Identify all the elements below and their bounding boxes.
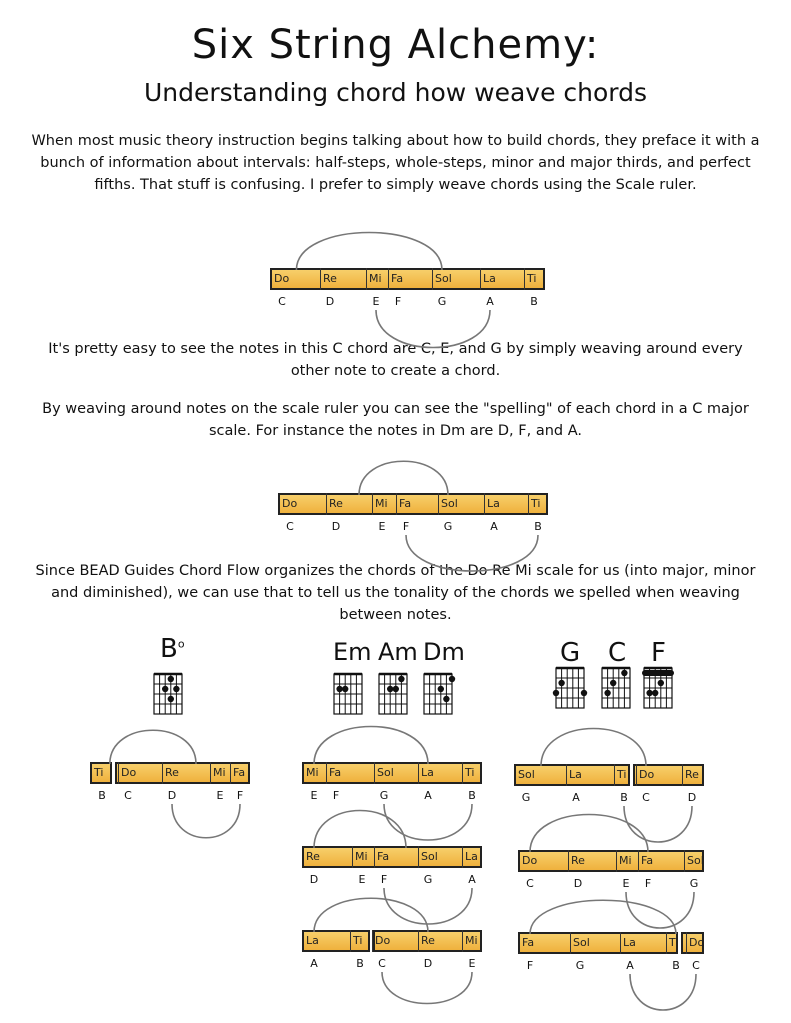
ruler-cell-fa: Fa: [638, 850, 653, 872]
note-letter: C: [278, 295, 286, 308]
chord-name-dm: Dm: [423, 638, 465, 666]
finger-dot: [658, 680, 664, 686]
note-letter: E: [358, 873, 366, 886]
chord-diagram-em: [330, 668, 370, 720]
note-letter: A: [310, 957, 318, 970]
ruler-cell-do: Do: [636, 764, 654, 786]
ruler-cell-sol: Sol: [518, 768, 535, 781]
weave-arc: [530, 900, 676, 934]
finger-dot: [438, 686, 444, 692]
note-letter: B: [356, 957, 364, 970]
ruler-cell-re: Re: [162, 762, 179, 784]
weave-arc: [384, 804, 472, 840]
finger-dot: [393, 686, 399, 692]
note-letter: E: [310, 789, 318, 802]
weave-arc: [541, 729, 646, 767]
ruler-g: [514, 764, 704, 810]
chord-diagram-c: [598, 662, 638, 722]
note-letter: A: [572, 791, 580, 804]
ruler-cell-la: La: [484, 493, 500, 515]
note-letter: E: [372, 295, 380, 308]
c-chord-paragraph: It's pretty easy to see the notes in this C chord are C, E, and G by simply weaving around every other note to create a chord.: [48, 341, 743, 379]
ruler-am-dm1: [302, 846, 482, 892]
chord-name-bdim: $B^o$: [160, 634, 185, 664]
weave-arcs: [270, 268, 545, 314]
note-letter: G: [521, 791, 531, 804]
note-letter: B: [468, 789, 476, 802]
chord-name-em: Em: [333, 638, 372, 666]
weave-arcs: [302, 846, 482, 892]
weave-arc: [314, 811, 406, 849]
ruler-cell-re: Re: [320, 268, 337, 290]
ruler-cell-do: Do: [274, 272, 290, 285]
barre: [642, 670, 674, 676]
note-letter: D: [309, 873, 319, 886]
finger-dot: [443, 696, 449, 702]
weave-arc: [382, 972, 472, 1004]
note-letter: B: [672, 959, 680, 972]
chord-diagram-bdim: [150, 668, 190, 720]
ruler-cell-do: Do: [282, 497, 298, 510]
chord-name-g: G: [560, 638, 581, 668]
ruler-cell-la: La: [306, 934, 319, 947]
ruler-cell-la: La: [418, 762, 434, 784]
note-letter: F: [236, 789, 244, 802]
note-letter: D: [325, 295, 335, 308]
finger-dot: [168, 696, 174, 702]
finger-dot: [449, 676, 455, 682]
note-letter: G: [379, 789, 389, 802]
ruler-cell-mi: Mi: [462, 930, 478, 952]
note-letter: E: [468, 957, 476, 970]
ruler-cell-fa: Fa: [388, 268, 403, 290]
note-letter: A: [468, 873, 476, 886]
ruler-cell-do: Do: [686, 932, 704, 954]
note-letter: C: [286, 520, 294, 533]
note-letter: B: [98, 789, 106, 802]
weave-arc: [110, 730, 196, 764]
ruler-cell-la: La: [462, 846, 478, 868]
finger-dot: [173, 686, 179, 692]
ruler-cell-sol: Sol: [374, 762, 394, 784]
note-letter: C: [378, 957, 386, 970]
finger-dot: [652, 690, 658, 696]
ruler-cell-mi: Mi: [210, 762, 226, 784]
weave-arc: [314, 898, 428, 932]
finger-dot: [581, 690, 587, 696]
weave-arc: [384, 888, 472, 924]
chord-name-f: F: [651, 638, 666, 668]
note-letter: F: [332, 789, 340, 802]
weave-arc: [296, 233, 442, 271]
page-subtitle: Understanding chord how weave chords: [143, 78, 648, 107]
chord-name-am: Am: [378, 638, 418, 666]
ruler-cell-sol: Sol: [684, 850, 704, 872]
note-letter: B: [534, 520, 542, 533]
finger-dot: [610, 680, 616, 686]
note-letter: C: [692, 959, 700, 972]
ruler-cell-re: Re: [418, 930, 435, 952]
finger-dot: [387, 686, 393, 692]
ruler-dm: [278, 493, 548, 539]
weave-arcs: [518, 932, 704, 978]
ruler-cell-re: Re: [326, 493, 343, 515]
ruler-cell-do: Do: [118, 762, 136, 784]
ruler-cell-sol: Sol: [570, 932, 590, 954]
note-letter: D: [331, 520, 341, 533]
weave-arcs: [302, 930, 482, 976]
page-title: Six String Alchemy:: [191, 22, 600, 68]
ruler-cell-fa: Fa: [374, 846, 389, 868]
ruler-cell-do: Do: [372, 930, 390, 952]
note-letter: E: [378, 520, 386, 533]
note-letter: A: [486, 295, 494, 308]
note-letter: B: [530, 295, 538, 308]
ruler-cell-do: Do: [522, 854, 538, 867]
weave-arc: [359, 461, 448, 495]
note-letter: G: [423, 873, 433, 886]
weave-arc: [630, 974, 696, 1010]
note-letter: E: [216, 789, 224, 802]
chord-diagram-g: [552, 662, 596, 722]
weave-arc: [172, 804, 240, 838]
ruler-cell-fa: Fa: [396, 493, 411, 515]
ruler-em: [302, 762, 482, 808]
finger-dot: [553, 690, 559, 696]
note-letter: G: [575, 959, 585, 972]
note-letter: A: [424, 789, 432, 802]
ruler-cell-sol: Sol: [438, 493, 458, 515]
ruler-cell-fa: Fa: [326, 762, 341, 784]
ruler-cell-ti: Ti: [94, 766, 104, 779]
note-letter: C: [642, 791, 650, 804]
ruler-cell-ti: Ti: [350, 930, 362, 952]
ruler-cell-la: La: [480, 268, 496, 290]
ruler-cell-ti: Ti: [528, 493, 540, 515]
finger-dot: [342, 686, 348, 692]
ruler-cell-fa: Fa: [230, 762, 245, 784]
ruler-cell-fa: Fa: [522, 936, 535, 949]
weave-arcs: [518, 850, 704, 896]
ruler-cell-re: Re: [568, 850, 585, 872]
ruler-cell-mi: Mi: [372, 493, 388, 515]
finger-dot: [646, 690, 652, 696]
note-letter: F: [526, 959, 534, 972]
finger-dot: [162, 686, 168, 692]
note-letter: D: [573, 877, 583, 890]
note-letter: E: [622, 877, 630, 890]
note-letter: B: [620, 791, 628, 804]
note-letter: F: [644, 877, 652, 890]
note-letter: G: [437, 295, 447, 308]
ruler-cell-mi: Mi: [352, 846, 368, 868]
ruler-cell-ti: Ti: [462, 762, 474, 784]
ruler-dm2: [302, 930, 482, 976]
note-letter: A: [626, 959, 634, 972]
chord-diagram-am: [375, 668, 415, 720]
ruler-cell-la: La: [620, 932, 636, 954]
ruler-cell-ti: Ti: [614, 764, 626, 786]
finger-dot: [398, 676, 404, 682]
note-letter: D: [167, 789, 177, 802]
bead-paragraph: Since BEAD Guides Chord Flow organizes the chords of the Do Re Mi scale for us (into major, minor and diminished), we can use that to tell us the tonality of the chords we spelled when weaving between notes.: [35, 563, 756, 623]
ruler-cell-re: Re: [306, 850, 320, 863]
ruler-cell-mi: Mi: [366, 268, 382, 290]
weave-arc: [530, 815, 648, 853]
ruler-cell-sol: Sol: [432, 268, 452, 290]
note-letter: C: [124, 789, 132, 802]
dm-chord-paragraph: By weaving around notes on the scale ruler you can see the "spelling" of each chord in a C major scale. For instance the notes in Dm are D, F, and A.: [42, 401, 749, 439]
weave-arc: [624, 806, 692, 842]
finger-dot: [168, 676, 174, 682]
ruler-c: [270, 268, 545, 314]
weave-arcs: [302, 762, 482, 808]
ruler-cell-sol: Sol: [418, 846, 438, 868]
note-letter: F: [402, 520, 410, 533]
weave-arcs: [278, 493, 548, 539]
ruler-cell-ti: Ti: [524, 268, 536, 290]
note-letter: F: [380, 873, 388, 886]
note-letter: F: [394, 295, 402, 308]
weave-arc: [626, 892, 694, 928]
note-letter: G: [443, 520, 453, 533]
intro-paragraph: When most music theory instruction begins talking about how to build chords, they preface it with a bunch of information about intervals: half-steps, whole-steps, minor and major thirds, and perfect fifths. That stuff is confusing. I prefer to simply weave chords using the Scale ruler.: [31, 133, 760, 193]
chord-diagram-f: [640, 662, 684, 722]
finger-dot: [336, 686, 342, 692]
note-letter: D: [423, 957, 433, 970]
ruler-f: [518, 932, 704, 978]
weave-arc: [314, 727, 428, 765]
chord-name-c: C: [608, 638, 627, 668]
note-letter: D: [687, 791, 697, 804]
ruler-cell-ti: Ti: [666, 932, 678, 954]
finger-dot: [558, 680, 564, 686]
ruler-c2: [518, 850, 704, 896]
weave-arcs: [90, 762, 250, 808]
finger-dot: [604, 690, 610, 696]
ruler-cell-mi: Mi: [306, 766, 319, 779]
note-letter: A: [490, 520, 498, 533]
ruler-cell-re: Re: [682, 764, 699, 786]
ruler-cell-la: La: [566, 764, 582, 786]
weave-arcs: [514, 764, 704, 810]
finger-dot: [621, 670, 627, 676]
ruler-cell-mi: Mi: [616, 850, 632, 872]
note-letter: G: [689, 877, 699, 890]
ruler-bdim: [90, 762, 250, 808]
chord-diagram-dm: [420, 668, 460, 720]
note-letter: C: [526, 877, 534, 890]
